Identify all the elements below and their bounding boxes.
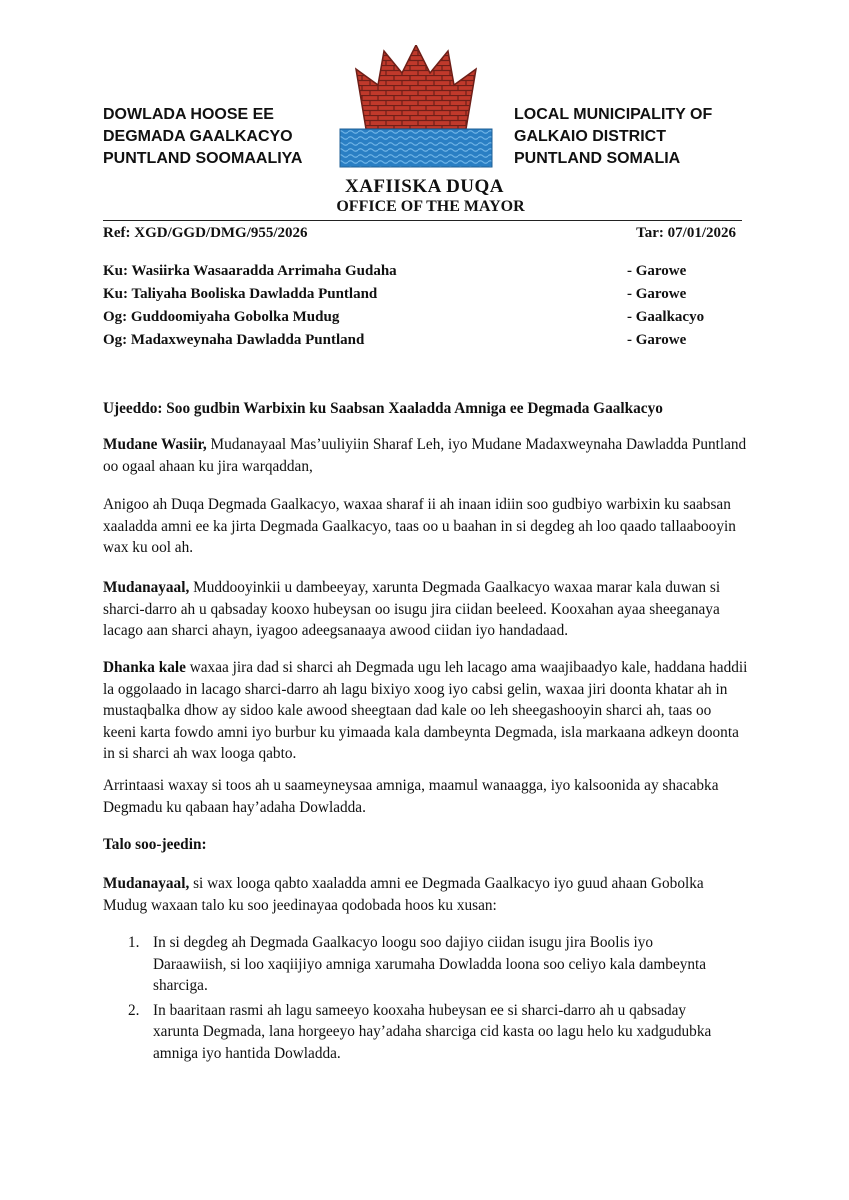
recommendation-intro-paragraph: [103, 873, 748, 916]
office-title-somali: XAFIISKA DUQA: [344, 176, 505, 197]
list-item-text: In si degdeg ah Degmada Gaalkacyo loogu soo dajiyo ciidan isugu jira Boolis iyo Daraawiish, si loo xaqiijiyo amniga xarumaha Dowladda loona soo celiyo kala dambeynta sharciga.: [153, 934, 707, 994]
header-divider: [103, 220, 742, 221]
recipient-line: [103, 332, 723, 354]
recipient-name: Og: Madaxweynaha Dawladda Puntland: [103, 332, 365, 348]
recipient-line: [103, 263, 723, 285]
header-right-line: LOCAL MUNICIPALITY OF: [514, 106, 713, 123]
list-item-text: In baaritaan rasmi ah lagu sameeyo kooxaha hubeysan ee si sharci-darro ah u qabsaday xarunta Degmada, lana horgeeyo hay’adaha sharciga cid kasta oo lagu helo ku xadgudubka amniga iyo hantida Dowladda.: [153, 1001, 712, 1062]
recipient-city: - Garowe: [627, 286, 687, 302]
recipient-name: Og: Guddoomiyaha Gobolka Mudug: [103, 309, 340, 325]
list-item-number: 2.: [128, 1001, 140, 1019]
risk-paragraph: [103, 657, 748, 765]
header-right-line: PUNTLAND SOMALIA: [514, 150, 681, 167]
header-left-block: [103, 104, 302, 170]
recipient-city: - Garowe: [627, 332, 687, 348]
recipient-name: Ku: Wasiirka Wasaaradda Arrimaha Gudaha: [103, 263, 397, 279]
paragraph-lead: Mudanayaal,: [103, 579, 190, 596]
paragraph-text: Muddooyinkii u dambeeyay, xarunta Degmada Gaalkacyo waxaa marar kala duwan si sharci-darro ah u qabsaday kooxo hubeysan oo isugu jira ciidan beeleed. Kooxahan ayaa sheeganaya lacago aan sharci ahayn, iyagoo adeegsanaaya awood ciidan iyo handadaad.: [103, 579, 721, 639]
header-left-line: DEGMADA GAALKACYO: [103, 128, 293, 145]
recipient-name: Ku: Taliyaha Booliska Dawladda Puntland: [103, 286, 378, 302]
header-left-line: PUNTLAND SOOMAALIYA: [103, 150, 303, 167]
header-right-block: [514, 104, 712, 170]
situation-paragraph: [103, 577, 748, 642]
paragraph-lead: Dhanka kale: [103, 659, 186, 676]
recipient-city: - Gaalkacyo: [627, 309, 705, 325]
salutation-lead: Mudane Wasiir,: [103, 436, 207, 453]
paragraph-text: waxaa jira dad si sharci ah Degmada ugu leh lacago ama waajibaadyo kale, haddana haddii la oggolaado in lacago sharci-darro ah lagu bixiyo xoog iyo cabsi gelin, waxaa jiri doonta khatar ah in mustaqbalka dhow ay sidoo kale awood sheegtaan dad kale oo leh sheegashooyin sharci ah, taas oo keeni karta fowdo amni iyo burbur ku yimaada kala dambeynta Degmada, isla markaana adkeyn doonta in si sharci ah wax looga qabto.: [103, 659, 748, 762]
salutation-text: Mudanayaal Mas’uuliyiin Sharaf Leh, iyo Mudane Madaxweynaha Dawladda Puntland oo ogaal ahaan ku jira warqaddan,: [103, 436, 747, 475]
list-item: [103, 932, 723, 997]
header-left-line: DOWLADA HOOSE EE: [103, 106, 274, 123]
impact-paragraph: Arrintaasi waxay si toos ah u saameyneysaa amniga, maamul wanaagga, iyo kalsoonida ay shacabka Degmadu ku qabaan hay’adaha Dowladda.: [103, 777, 719, 816]
recommendation-heading: Talo soo-jeedin:: [103, 836, 207, 853]
recipient-city: - Garowe: [627, 263, 687, 279]
recipient-line: [103, 309, 723, 331]
paragraph-lead: Mudanayaal,: [103, 875, 190, 892]
reference-number: Ref: XGD/GGD/DMG/955/2026: [103, 225, 308, 241]
header-right-line: GALKAIO DISTRICT: [514, 128, 666, 145]
paragraph-text: si wax looga qabto xaaladda amni ee Degmada Gaalkacyo iyo guud ahaan Gobolka Mudug waxaan talo ku soo jeedinayaa qodobada hoos ku xusan:: [103, 875, 704, 914]
list-item: [103, 1000, 723, 1065]
salutation-paragraph: [103, 434, 748, 477]
letter-date: Tar: 07/01/2026: [636, 225, 736, 241]
list-item-number: 1.: [128, 934, 140, 951]
subject-line: Ujeeddo: Soo gudbin Warbixin ku Saabsan Xaaladda Amniga ee Degmada Gaalkacyo: [103, 400, 663, 417]
municipality-crest-icon: [338, 45, 494, 169]
intro-paragraph: Anigoo ah Duqa Degmada Gaalkacyo, waxaa sharaf ii ah inaan idiin soo gudbiyo warbixin ku saabsan xaaladda amni ee ka jirta Degmada Gaalkacyo, taas oo u baahan in si degdeg ah loo qaado tallaabooyin wax ku ool ah.: [103, 496, 736, 556]
recommendation-list: [103, 932, 723, 1067]
office-title-english: OFFICE OF THE MAYOR: [336, 198, 525, 215]
recipient-line: [103, 286, 723, 308]
